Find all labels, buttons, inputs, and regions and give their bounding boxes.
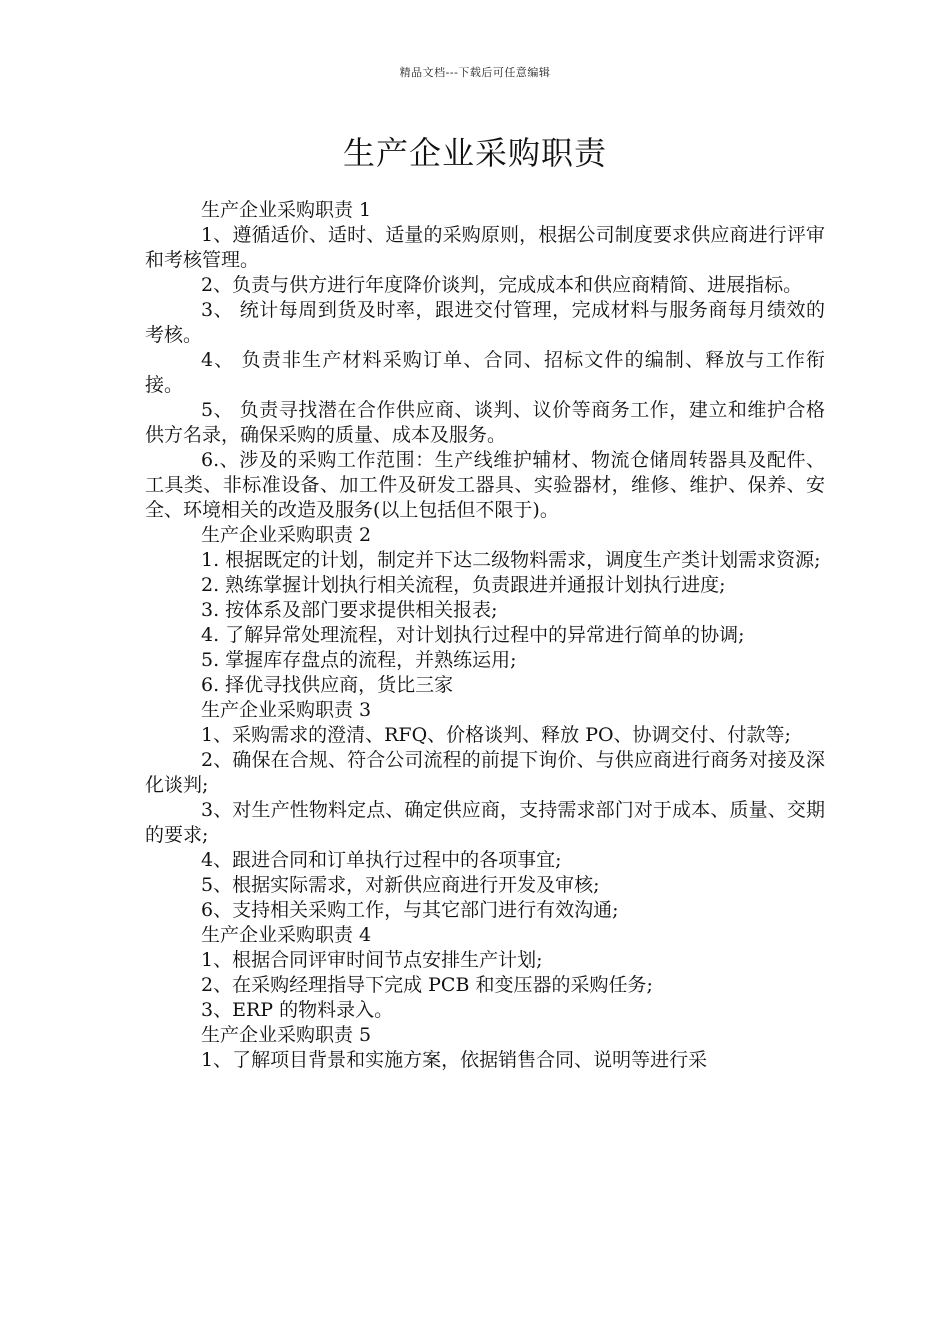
section-heading: 生产企业采购职责 1 — [201, 199, 372, 221]
list-item: 1、遵循适价、适时、适量的采购原则，根据公司制度要求供应商进行评审和考核管理。 — [145, 224, 825, 271]
list-item: 6. 择优寻找供应商，货比三家 — [201, 674, 454, 696]
list-item: 2、确保在合规、符合公司流程的前提下询价、与供应商进行商务对接及深化谈判; — [145, 749, 825, 796]
list-item: 4、跟进合同和订单执行过程中的各项事宜; — [201, 849, 562, 871]
section-heading: 生产企业采购职责 5 — [201, 1024, 372, 1046]
list-item: 5. 掌握库存盘点的流程，并熟练运用; — [201, 649, 517, 671]
list-item: 2、负责与供方进行年度降价谈判，完成成本和供应商精简、进展指标。 — [201, 274, 803, 296]
list-item: 5、 负责寻找潜在合作供应商、谈判、议价等商务工作，建立和维护合格供方名录，确保采购的质量、成本及服务。 — [145, 399, 825, 446]
list-item: 5、根据实际需求，对新供应商进行开发及审核; — [201, 874, 600, 896]
section-heading: 生产企业采购职责 4 — [201, 924, 372, 946]
list-item: 6.、涉及的采购工作范围：生产线维护辅材、物流仓储周转器具及配件、工具类、非标准设备、加工件及研发工器具、实验器材，维修、维护、保养、安全、环境相关的改造及服务(以上包括但不限于)。 — [145, 449, 825, 521]
list-item: 1、了解项目背景和实施方案，依据销售合同、说明等进行采 — [201, 1049, 708, 1071]
list-item: 3. 按体系及部门要求提供相关报表; — [201, 599, 498, 621]
list-item: 1、采购需求的澄清、RFQ、价格谈判、释放 PO、协调交付、付款等; — [201, 724, 791, 746]
document-body — [145, 198, 825, 1073]
list-item: 6、支持相关采购工作，与其它部门进行有效沟通; — [201, 899, 619, 921]
list-item: 3、 统计每周到货及时率，跟进交付管理，完成材料与服务商每月绩效的考核。 — [145, 299, 825, 346]
document-title: 生产企业采购职责 — [342, 134, 607, 172]
list-item: 3、对生产性物料定点、确定供应商，支持需求部门对于成本、质量、交期的要求; — [145, 799, 825, 846]
list-item: 4. 了解异常处理流程，对计划执行过程中的异常进行简单的协调; — [201, 624, 745, 646]
list-item: 2、在采购经理指导下完成 PCB 和变压器的采购任务; — [201, 974, 653, 996]
section-heading: 生产企业采购职责 2 — [201, 524, 372, 546]
list-item: 1、根据合同评审时间节点安排生产计划; — [201, 949, 543, 971]
list-item: 2. 熟练掌握计划执行相关流程，负责跟进并通报计划执行进度; — [201, 574, 726, 596]
list-item: 4、 负责非生产材料采购订单、合同、招标文件的编制、释放与工作衔接。 — [145, 349, 825, 396]
list-item: 1. 根据既定的计划，制定并下达二级物料需求，调度生产类计划需求资源; — [201, 549, 821, 571]
list-item: 3、ERP 的物料录入。 — [201, 999, 394, 1021]
header-note: 精品文档---下载后可任意编辑 — [399, 66, 551, 79]
section-heading: 生产企业采购职责 3 — [201, 699, 372, 721]
